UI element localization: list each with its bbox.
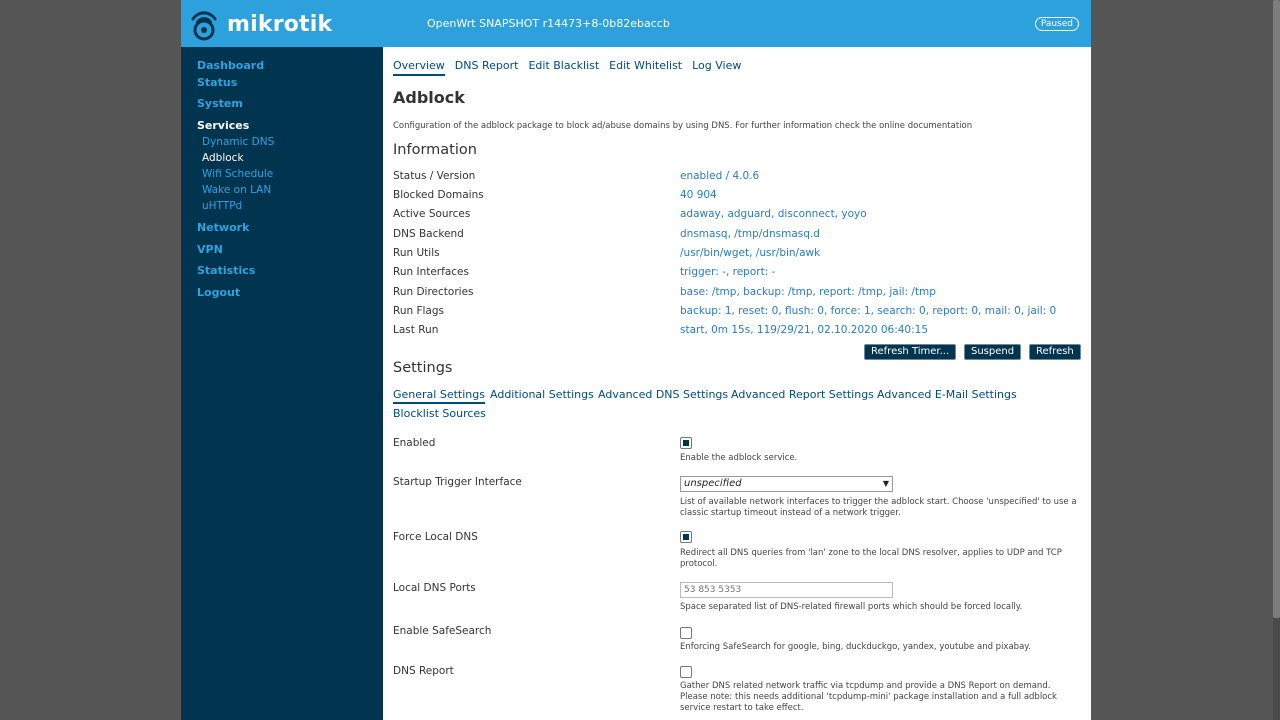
info-label: Run Flags xyxy=(393,305,444,317)
scrollbar[interactable] xyxy=(1273,0,1280,720)
startup-trigger-value: unspecified xyxy=(684,478,742,489)
info-value: trigger: -, report: - xyxy=(680,266,776,278)
local-dns-ports-help: Space separated list of DNS-related firewall ports which should be forced locally. xyxy=(680,602,1023,612)
page-tabs xyxy=(393,59,751,76)
force-local-dns-help: Redirect all DNS queries from 'lan' zone to the local DNS resolver, applies to UDP and TCP protocol. xyxy=(680,548,1062,569)
refresh-timer-button[interactable]: Refresh Timer... xyxy=(864,344,956,360)
sidebar-item-status[interactable]: Status xyxy=(197,76,238,89)
info-value: dnsmasq, /tmp/dnsmasq.d xyxy=(680,228,820,240)
tab-general-settings[interactable]: General Settings xyxy=(393,388,485,404)
local-dns-ports-label: Local DNS Ports xyxy=(393,582,476,594)
safesearch-checkbox[interactable] xyxy=(680,627,692,639)
info-label: Active Sources xyxy=(393,208,471,220)
info-label: Blocked Domains xyxy=(393,189,484,201)
startup-trigger-label: Startup Trigger Interface xyxy=(393,476,522,488)
information-heading: Information xyxy=(393,142,477,158)
sidebar-item-services[interactable]: Services xyxy=(197,119,250,132)
sidebar-subitem-wifi-schedule[interactable]: Wifi Schedule xyxy=(202,168,274,180)
tab-log-view[interactable]: Log View xyxy=(692,59,742,72)
tab-additional-settings[interactable]: Additional Settings xyxy=(490,388,594,401)
brand-name: mikrotik xyxy=(227,11,333,37)
sidebar-subitem-dynamic-dns[interactable]: Dynamic DNS xyxy=(202,136,275,148)
tab-advanced-dns-settings[interactable]: Advanced DNS Settings xyxy=(598,388,729,401)
info-label: DNS Backend xyxy=(393,228,464,240)
refresh-button[interactable]: Refresh xyxy=(1029,344,1081,360)
sidebar-item-statistics[interactable]: Statistics xyxy=(197,264,256,277)
sidebar-item-logout[interactable]: Logout xyxy=(197,286,241,299)
safesearch-help: Enforcing SafeSearch for google, bing, duckduckgo, yandex, youtube and pixabay. xyxy=(680,642,1031,652)
local-dns-ports-input[interactable] xyxy=(680,582,893,598)
page-title: Adblock xyxy=(393,88,465,107)
enabled-label: Enabled xyxy=(393,437,436,449)
enabled-checkbox[interactable] xyxy=(680,437,692,449)
info-value: /usr/bin/wget, /usr/bin/awk xyxy=(680,247,821,259)
tab-edit-blacklist[interactable]: Edit Blacklist xyxy=(528,59,600,72)
tab-dns-report[interactable]: DNS Report xyxy=(454,59,519,72)
suspend-button[interactable]: Suspend xyxy=(964,344,1021,360)
enabled-help: Enable the adblock service. xyxy=(680,453,798,463)
startup-trigger-select[interactable] xyxy=(680,476,893,492)
sidebar-item-dashboard[interactable]: Dashboard xyxy=(197,59,265,72)
sidebar-subitem-uhttpd[interactable]: uHTTPd xyxy=(202,200,243,212)
dns-report-checkbox[interactable] xyxy=(680,666,692,678)
wifi-logo-icon xyxy=(189,7,219,41)
brand-logo[interactable] xyxy=(189,6,332,42)
info-value: base: /tmp, backup: /tmp, report: /tmp, jail: /tmp xyxy=(680,286,936,298)
tab-overview[interactable]: Overview xyxy=(393,59,445,76)
tab-advanced-report-settings[interactable]: Advanced Report Settings xyxy=(731,388,874,401)
info-value: backup: 1, reset: 0, flush: 0, force: 1, search: 0, report: 0, mail: 0, jail: 0 xyxy=(680,305,1057,317)
settings-heading: Settings xyxy=(393,360,453,376)
info-value: start, 0m 15s, 119/29/21, 02.10.2020 06:40:15 xyxy=(680,324,929,336)
page xyxy=(181,0,1091,720)
info-value: 40 904 xyxy=(680,189,717,201)
info-value: adaway, adguard, disconnect, yoyo xyxy=(680,208,867,220)
sidebar-item-system[interactable]: System xyxy=(197,97,243,110)
sidebar-subitem-wake-on-lan[interactable]: Wake on LAN xyxy=(202,184,272,196)
main-content xyxy=(393,47,1083,720)
info-value: enabled / 4.0.6 xyxy=(680,170,760,182)
tab-edit-whitelist[interactable]: Edit Whitelist xyxy=(609,59,683,72)
status-badge[interactable]: Paused xyxy=(1035,17,1079,31)
sidebar-item-vpn[interactable]: VPN xyxy=(197,243,223,256)
dropdown-arrow-icon: ▼ xyxy=(882,479,889,488)
tab-blocklist-sources[interactable]: Blocklist Sources xyxy=(393,407,486,420)
page-description: Configuration of the adblock package to block ad/abuse domains by using DNS. For further information check the online documentation xyxy=(393,121,973,131)
force-local-dns-checkbox[interactable] xyxy=(680,531,692,543)
dns-report-label: DNS Report xyxy=(393,665,454,677)
sidebar-subitem-adblock[interactable]: Adblock xyxy=(202,152,244,164)
info-label: Run Directories xyxy=(393,286,474,298)
sidebar xyxy=(181,47,383,720)
top-bar xyxy=(181,0,1091,47)
sidebar-item-network[interactable]: Network xyxy=(197,221,250,234)
info-label: Last Run xyxy=(393,324,439,336)
hostname: OpenWrt SNAPSHOT r14473+8-0b82ebaccb xyxy=(427,17,670,30)
startup-trigger-help: List of available network interfaces to trigger the adblock start. Choose 'unspecified' to use a classic startup timeout instead of a network trigger. xyxy=(680,497,1077,518)
info-label: Status / Version xyxy=(393,170,476,182)
info-label: Run Utils xyxy=(393,247,440,259)
force-local-dns-label: Force Local DNS xyxy=(393,531,478,543)
dns-report-help: Gather DNS related network traffic via tcpdump and provide a DNS Report on demand. Please note: this needs additional 'tcpdump-mini' package installation and a full adblock service restart to take effect. xyxy=(680,681,1057,713)
scrollbar-thumb[interactable] xyxy=(1273,0,1280,618)
info-label: Run Interfaces xyxy=(393,266,469,278)
tab-advanced-email-settings[interactable]: Advanced E-Mail Settings xyxy=(877,388,1017,401)
safesearch-label: Enable SafeSearch xyxy=(393,625,492,637)
